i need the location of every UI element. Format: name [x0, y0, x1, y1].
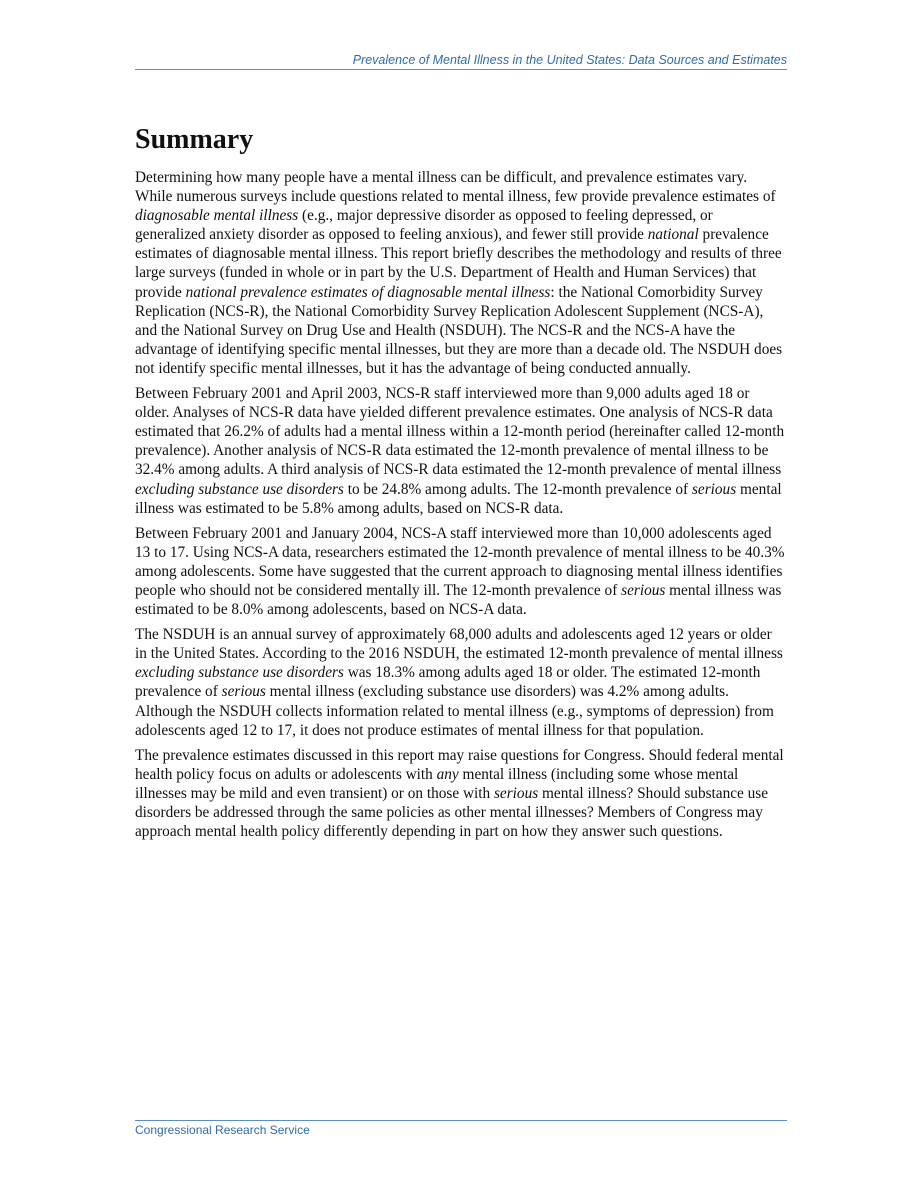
text-segment: was 18.3% among adults aged 18 or older. The estimated 12-month prevalence of: [135, 664, 761, 701]
emphasis-text: serious: [493, 784, 539, 802]
emphasis-text: national: [647, 226, 699, 244]
text-segment: Between February 2001 and April 2003, NCS-R staff interviewed more than 9,000 adults aged 18 or older. Analyses of NCS-R data have yielded different prevalence estimates. One analysis of NCS-R data estimated that 26.2% of adults had a mental illness within a 12-month period (hereinafter called 12-month prevalence). Another analysis of NCS-R data estimated the 12-month prevalence of mental illness to be 32.4% among adults. A third analysis of NCS-R data estimated the 12-month prevalence of mental illness: [135, 385, 785, 479]
emphasis-text: serious: [621, 581, 666, 599]
paragraph: [135, 625, 787, 740]
footer-label: Congressional Research Service: [135, 1123, 310, 1137]
text-segment: prevalence estimates of diagnosable mental illness. This report briefly describes the methodology and results of three large surveys (funded in whole or in part by the U.S. Department of Health and Human Services) that provide: [135, 226, 782, 301]
text-segment: : the National Comorbidity Survey Replication (NCS-R), the National Comorbidity Survey Replication Adolescent Supplement (NCS-A), and the National Survey on Drug Use and Health (NSDUH). The NCS-R and the NCS-A have the advantage of identifying specific mental illnesses, but they are more than a decade old. The NSDUH does not identify specific mental illnesses, but it has the advantage of being conducted annually.: [135, 283, 783, 377]
text-segment: The NSDUH is an annual survey of approximately 68,000 adults and adolescents aged 12 years or older in the United States. According to the 2016 NSDUH, the estimated 12-month prevalence of mental illness: [135, 626, 783, 663]
emphasis-text: diagnosable mental illness: [135, 207, 299, 225]
paragraph: [135, 384, 787, 518]
header-divider: [135, 69, 787, 70]
text-segment: to be 24.8% among adults. The 12-month prevalence of: [343, 480, 692, 498]
text-segment: Between February 2001 and January 2004, NCS-A staff interviewed more than 10,000 adolescents aged 13 to 17. Using NCS-A data, researchers estimated the 12-month prevalence of mental illness to be 40.3% among adolescents. Some have suggested that the current approach to diagnosing mental illness identifies people who should not be considered mentally ill. The 12-month prevalence of: [135, 524, 785, 599]
text-segment: mental illness was estimated to be 5.8% among adults, based on NCS-R data.: [135, 480, 782, 517]
text-segment: mental illness (excluding substance use disorders) was 4.2% among adults. Although the NSDUH collects information related to mental illness (e.g., symptoms of depression) from adolescents aged 12 to 17, it does not produce estimates of mental illness for that population.: [135, 683, 774, 739]
page-title: Summary: [135, 124, 254, 155]
emphasis-text: excluding substance use disorders: [135, 664, 344, 682]
emphasis-text: serious: [691, 480, 737, 498]
summary-body: [135, 168, 787, 847]
text-segment: (e.g., major depressive disorder as opposed to feeling depressed, or generalized anxiety disorder as opposed to feeling anxious), and fewer still provide: [135, 207, 713, 244]
text-segment: mental illness (including some whose mental illnesses may be mild and even transient) or on those with: [135, 765, 739, 802]
footer-divider: [135, 1120, 787, 1121]
emphasis-text: national prevalence estimates of diagnosable mental illness: [185, 283, 551, 301]
emphasis-text: serious: [221, 683, 266, 701]
paragraph: [135, 746, 787, 841]
text-segment: mental illness was estimated to be 8.0% among adolescents, based on NCS-A data.: [135, 581, 782, 619]
emphasis-text: any: [436, 765, 459, 783]
paragraph: [135, 524, 787, 619]
text-segment: The prevalence estimates discussed in this report may raise questions for Congress. Should federal mental health policy focus on adults or adolescents with: [135, 746, 784, 783]
emphasis-text: excluding substance use disorders: [135, 480, 344, 498]
running-header: Prevalence of Mental Illness in the United States: Data Sources and Estimates: [352, 53, 787, 67]
text-segment: mental illness? Should substance use disorders be addressed through the same policies as other mental illnesses? Members of Congress may approach mental health policy differently depending in part on how they answer such questions.: [135, 784, 769, 841]
text-segment: Determining how many people have a mental illness can be difficult, and prevalence estimates vary. While numerous surveys include questions related to mental illness, few provide prevalence estimates of: [135, 169, 776, 206]
paragraph: [135, 168, 787, 378]
